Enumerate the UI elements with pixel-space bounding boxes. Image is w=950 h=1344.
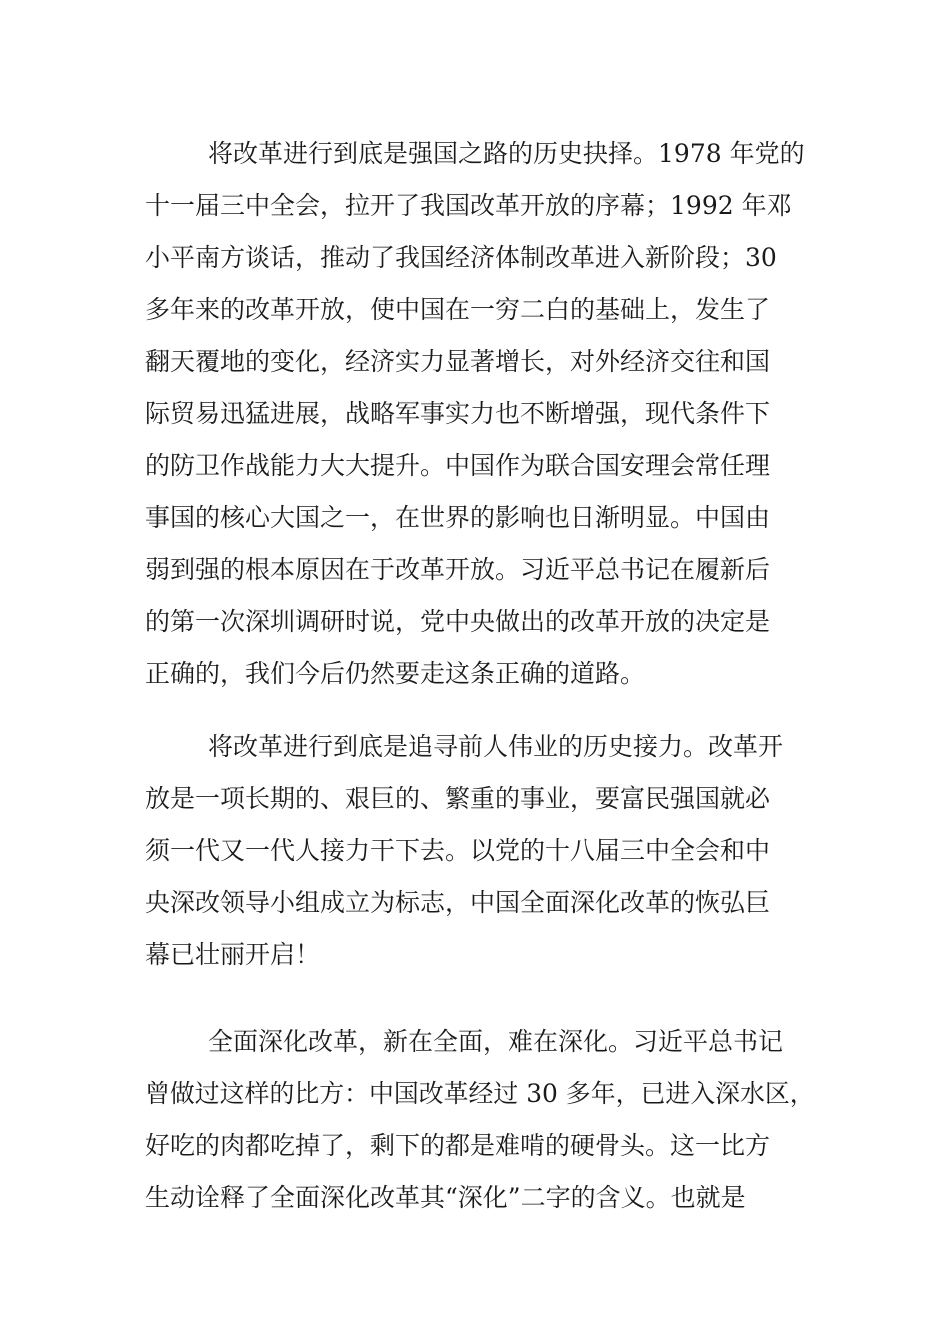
text-line: 将改革进行到底是追寻前人伟业的历史接力。改革开	[208, 732, 784, 761]
paragraph-reform-history	[145, 128, 815, 700]
text-line: 将改革进行到底是强国之路的历史抉择。1978 年党的	[208, 139, 805, 168]
text-line: 正确的，我们今后仍然要走这条正确的道路。	[145, 659, 646, 688]
text-line: 翻天覆地的变化，经济实力显著增长，对外经济交往和国	[145, 347, 771, 376]
text-line: 须一代又一代人接力干下去。以党的十八届三中全会和中	[145, 836, 771, 865]
text-line: 幕已壮丽开启！	[145, 940, 321, 969]
text-line: 曾做过这样的比方：中国改革经过 30 多年，已进入深水区，	[145, 1079, 815, 1108]
text-line: 央深改领导小组成立为标志，中国全面深化改革的恢弘巨	[145, 888, 771, 917]
paragraph-deepening-reform	[145, 1016, 815, 1224]
text-line: 放是一项长期的、艰巨的、繁重的事业，要富民强国就必	[145, 784, 771, 813]
text-line: 的第一次深圳调研时说，党中央做出的改革开放的决定是	[145, 607, 771, 636]
text-line: 际贸易迅猛进展，战略军事实力也不断增强，现代条件下	[145, 399, 771, 428]
text-line: 好吃的肉都吃掉了，剩下的都是难啃的硬骨头。这一比方	[145, 1131, 771, 1160]
text-line: 小平南方谈话，推动了我国经济体制改革进入新阶段；30	[145, 243, 777, 272]
paragraph-reform-relay	[145, 721, 815, 981]
text-line: 事国的核心大国之一，在世界的影响也日渐明显。中国由	[145, 503, 771, 532]
text-line: 十一届三中全会，拉开了我国改革开放的序幕；1992 年邓	[145, 191, 792, 220]
text-line: 多年来的改革开放，使中国在一穷二白的基础上，发生了	[145, 295, 771, 324]
text-line: 弱到强的根本原因在于改革开放。习近平总书记在履新后	[145, 555, 771, 584]
text-line: 全面深化改革，新在全面，难在深化。习近平总书记	[208, 1027, 784, 1056]
text-line: 的防卫作战能力大大提升。中国作为联合国安理会常任理	[145, 451, 771, 480]
text-line: 生动诠释了全面深化改革其“深化”二字的含义。也就是	[145, 1183, 746, 1212]
